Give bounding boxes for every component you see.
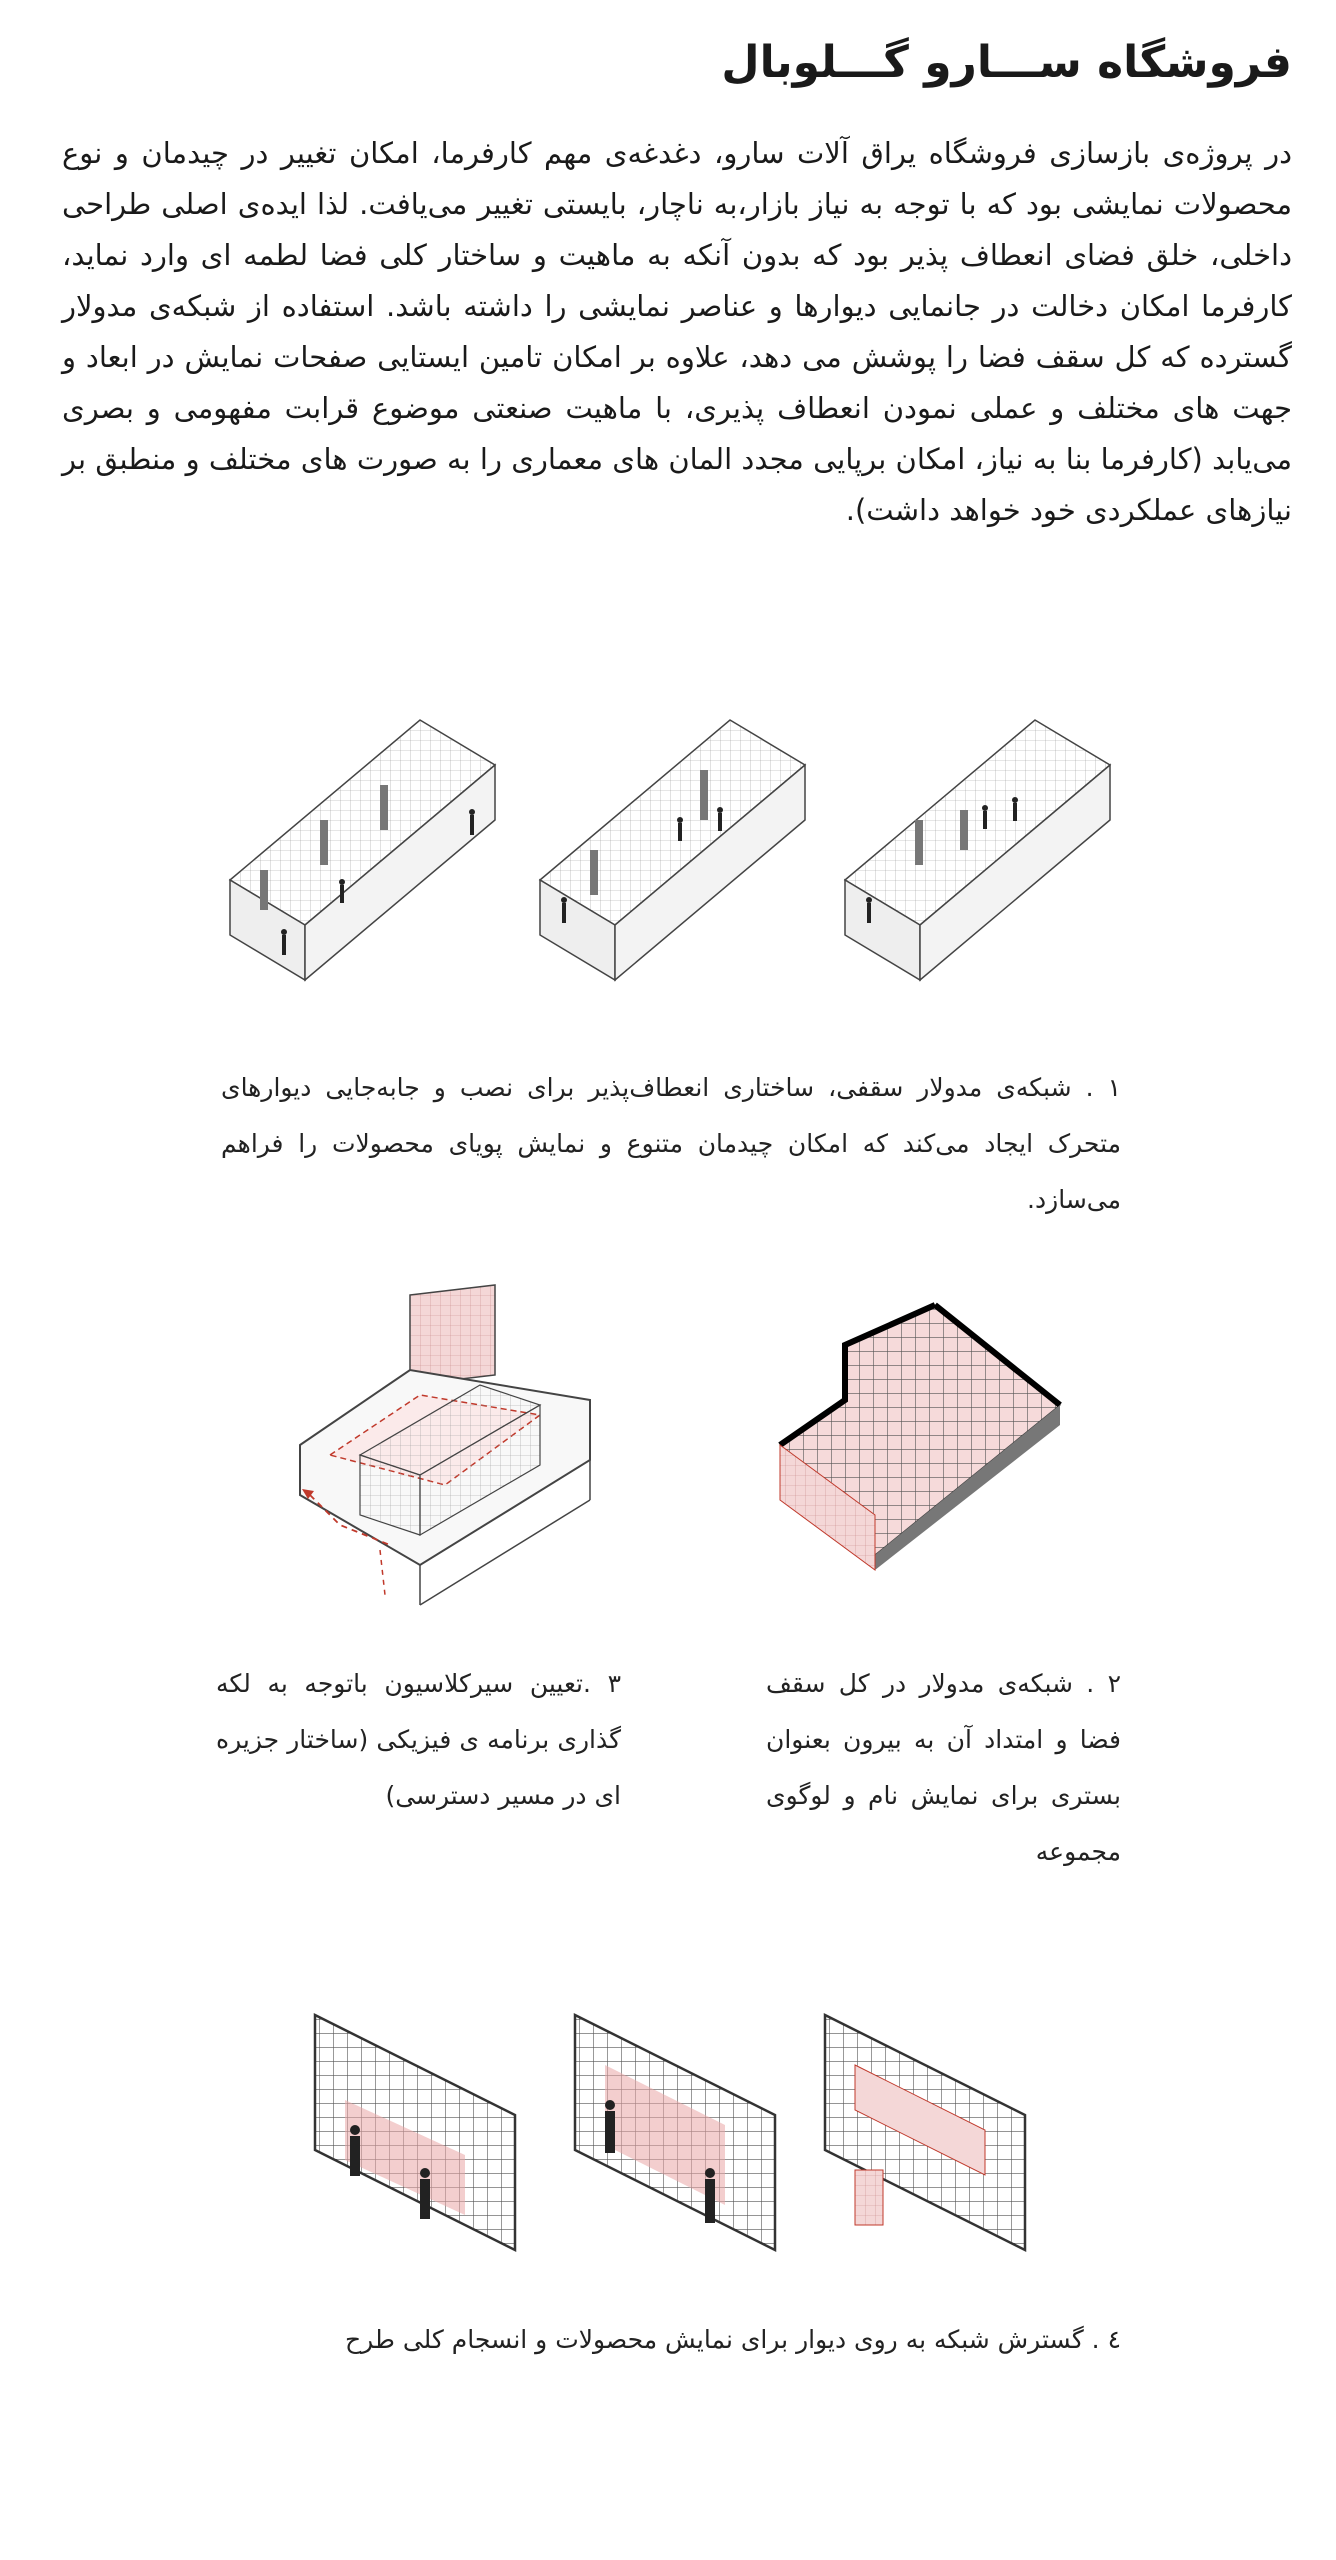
circulation-plan: [300, 1285, 590, 1605]
intro-paragraph: در پروژه‌ی بازسازی فروشگاه یراق آلات سارو، دغدغه‌ی مهم کارفرما، امکان تغییر در چیدمان و نوع محصولات نمایشی بود که با توجه به نیاز بازار،به ناچار، بایستی تغییر می‌یافت. لذا ایده‌ی اصلی طراحی داخلی، خلق فضای انعطاف پذیر بود که بدون آنکه به ماهیت و ساختار کلی فضا لطمه ای وارد نماید، کارفرما امکان دخالت در جانمایی دیوارها و عناصر نمایشی را داشته باشد. استفاده از شبکه‌ی مدولار گسترده که کل سقف فضا را پوشش می دهد، علاوه بر امکان تامین ایستایی صفحات نمایش در ابعاد و جهت های مختلف و عملی نمودن انعطاف پذیری، با ماهیت صنعتی موضوع قرابت مفهومی و بصری می‌یابد (کارفرما بنا به نیاز، امکان برپایی مجدد المان های معماری را به صورت های مختلف و منطبق بر نیازهای عملکردی خود خواهد داشت).: [62, 136, 1292, 527]
caption-3: ۳ .تعیین سیرکلاسیون باتوجه به لکه گذاری برنامه ی فیزیکی (ساختار جزیره ای در مسیر دسترسی): [216, 1669, 621, 1810]
page-title: فروشگاه ســـارو گـــلوبال: [721, 37, 1292, 88]
caption-1: ۱ . شبکه‌ی مدولار سقفی، ساختاری انعطاف‌پذیر برای نصب و جابه‌جایی دیوارهای متحرک ایجاد می‌کند که امکان چیدمان متنوع و نمایش پویای محصولات را فراهم می‌سازد.: [221, 1073, 1121, 1214]
isometric-box-1: [230, 720, 495, 980]
isometric-box-2: [540, 720, 805, 980]
wall-grid-1: [315, 2015, 515, 2250]
wall-grid-3: [825, 2015, 1025, 2250]
wall-grid-2: [575, 2015, 775, 2250]
caption-2: ۲ . شبکه‌ی مدولار در کل سقف فضا و امتداد آن به بیرون بعنوان بستری برای نمایش نام و لوگوی مجموعه: [766, 1669, 1121, 1866]
circulation-diagram: [290, 1285, 610, 1615]
caption-4: ٤ . گسترش شبکه به روی دیوار برای نمایش محصولات و انسجام کلی طرح: [345, 2325, 1121, 2354]
diagram-row-3: [305, 2005, 1025, 2275]
isometric-box-3: [845, 720, 1110, 980]
diagram-row-1: [220, 700, 1130, 990]
ceiling-grid-plan: [780, 1305, 1060, 1570]
ceiling-grid-diagram: [775, 1295, 1075, 1565]
